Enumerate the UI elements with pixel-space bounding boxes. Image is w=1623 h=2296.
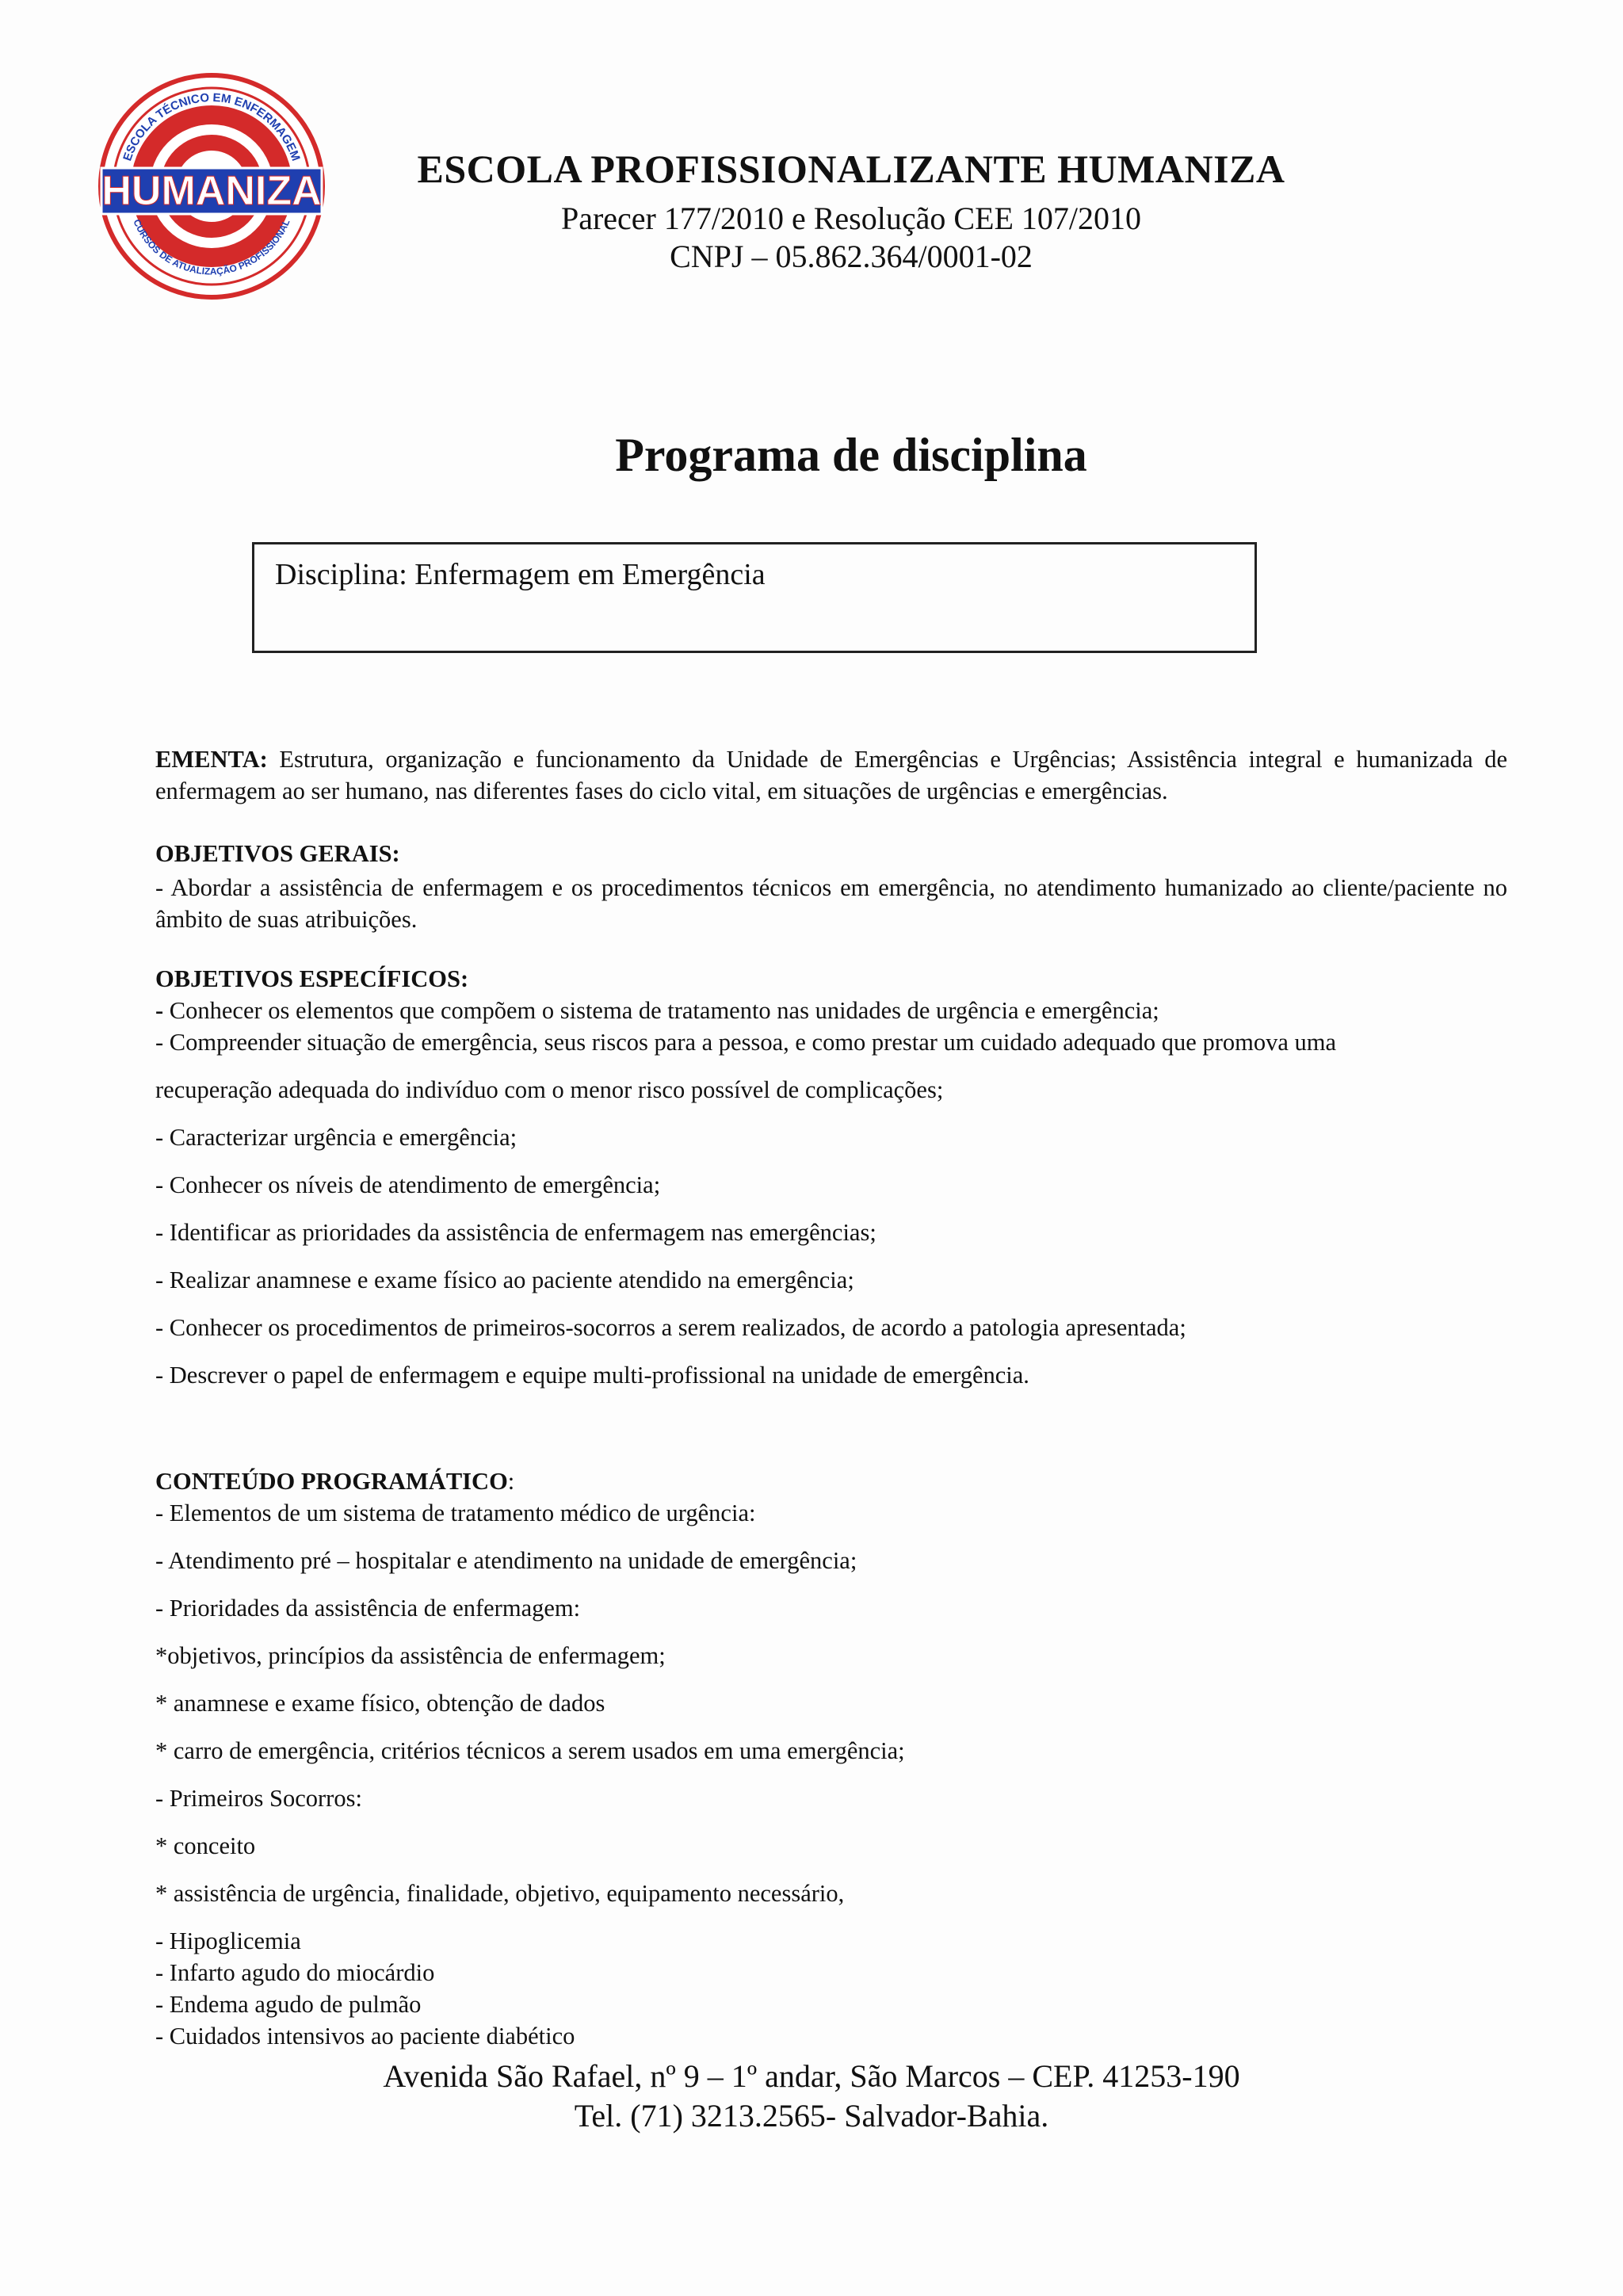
- list-item: - Hipoglicemia: [155, 1927, 301, 1954]
- list-item: - Conhecer os níveis de atendimento de emergência;: [155, 1171, 661, 1198]
- svg-text:HUMANIZA: HUMANIZA: [101, 168, 322, 214]
- list-item: - Elementos de um sistema de tratamento médico de urgência:: [155, 1499, 756, 1526]
- list-item: * anamnese e exame físico, obtenção de dados: [155, 1690, 605, 1717]
- cnpj-line: CNPJ – 05.862.364/0001-02: [670, 239, 1033, 274]
- list-item: - Compreender situação de emergência, seus riscos para a pessoa, e como prestar um cuidado adequado que promova uma: [155, 1029, 1337, 1056]
- footer-phone: Tel. (71) 3213.2565- Salvador-Bahia.: [574, 2098, 1049, 2134]
- school-name: ESCOLA PROFISSIONALIZANTE HUMANIZA: [417, 147, 1285, 191]
- disciplina-text: Disciplina: Enfermagem em Emergência: [275, 558, 766, 591]
- list-item: * conceito: [155, 1832, 256, 1859]
- list-item: - Descrever o papel de enfermagem e equipe multi-profissional na unidade de emergência.: [155, 1362, 1029, 1389]
- disciplina-box: [252, 542, 1257, 653]
- list-item: - Caracterizar urgência e emergência;: [155, 1124, 517, 1151]
- svg-text:ESCOLA TÉCNICO EM ENFERMAGEM: ESCOLA TÉCNICO EM ENFERMAGEM: [120, 90, 303, 163]
- list-item: - Realizar anamnese e exame físico ao paciente atendido na emergência;: [155, 1266, 854, 1293]
- objetivos-gerais-heading: OBJETIVOS GERAIS:: [155, 840, 400, 867]
- conteudo-heading: CONTEÚDO PROGRAMÁTICO:: [155, 1468, 515, 1495]
- list-item: - Cuidados intensivos ao paciente diabético: [155, 2023, 575, 2050]
- objetivos-especificos-heading: OBJETIVOS ESPECÍFICOS:: [155, 965, 469, 992]
- ementa-paragraph: [155, 743, 1507, 807]
- list-item: - Atendimento pré – hospitalar e atendimento na unidade de emergência;: [155, 1547, 857, 1574]
- footer-address: Avenida São Rafael, nº 9 – 1º andar, São Marcos – CEP. 41253-190: [383, 2058, 1240, 2094]
- svg-text:CURSOS DE ATUALIZAÇÃO PROFISSI: CURSOS DE ATUALIZAÇÃO PROFISSIONAL: [131, 217, 292, 277]
- list-item: - Identificar as prioridades da assistência de enfermagem nas emergências;: [155, 1219, 876, 1246]
- list-item: - Endema agudo de pulmão: [155, 1991, 422, 2018]
- list-item: - Primeiros Socorros:: [155, 1785, 362, 1812]
- ementa-label: EMENTA:: [155, 746, 268, 773]
- objetivos-gerais-text: - Abordar a assistência de enfermagem e os procedimentos técnicos em emergência, no atendimento humanizado ao cliente/paciente no âmbito de suas atribuições.: [155, 874, 1507, 933]
- list-item: - Conhecer os procedimentos de primeiros-socorros a serem realizados, de acordo a patologia apresentada;: [155, 1314, 1186, 1341]
- list-item: * assistência de urgência, finalidade, objetivo, equipamento necessário,: [155, 1880, 845, 1907]
- list-item: recuperação adequada do indivíduo com o menor risco possível de complicações;: [155, 1076, 944, 1103]
- parecer-line: Parecer 177/2010 e Resolução CEE 107/2010: [560, 201, 1142, 236]
- list-item: - Prioridades da assistência de enfermagem:: [155, 1595, 581, 1622]
- list-item: *objetivos, princípios da assistência de enfermagem;: [155, 1642, 666, 1669]
- ementa-text: Estrutura, organização e funcionamento da Unidade de Emergências e Urgências; Assistência integral e humanizada de enfermagem ao ser humano, nas diferentes fases do ciclo vital, em situações de urgências e emergências.: [155, 746, 1507, 804]
- list-item: - Infarto agudo do miocárdio: [155, 1959, 435, 1986]
- list-item: * carro de emergência, critérios técnicos a serem usados em uma emergência;: [155, 1737, 905, 1764]
- list-item: - Conhecer os elementos que compõem o sistema de tratamento nas unidades de urgência e emergência;: [155, 997, 1159, 1024]
- document-title: Programa de disciplina: [615, 429, 1087, 481]
